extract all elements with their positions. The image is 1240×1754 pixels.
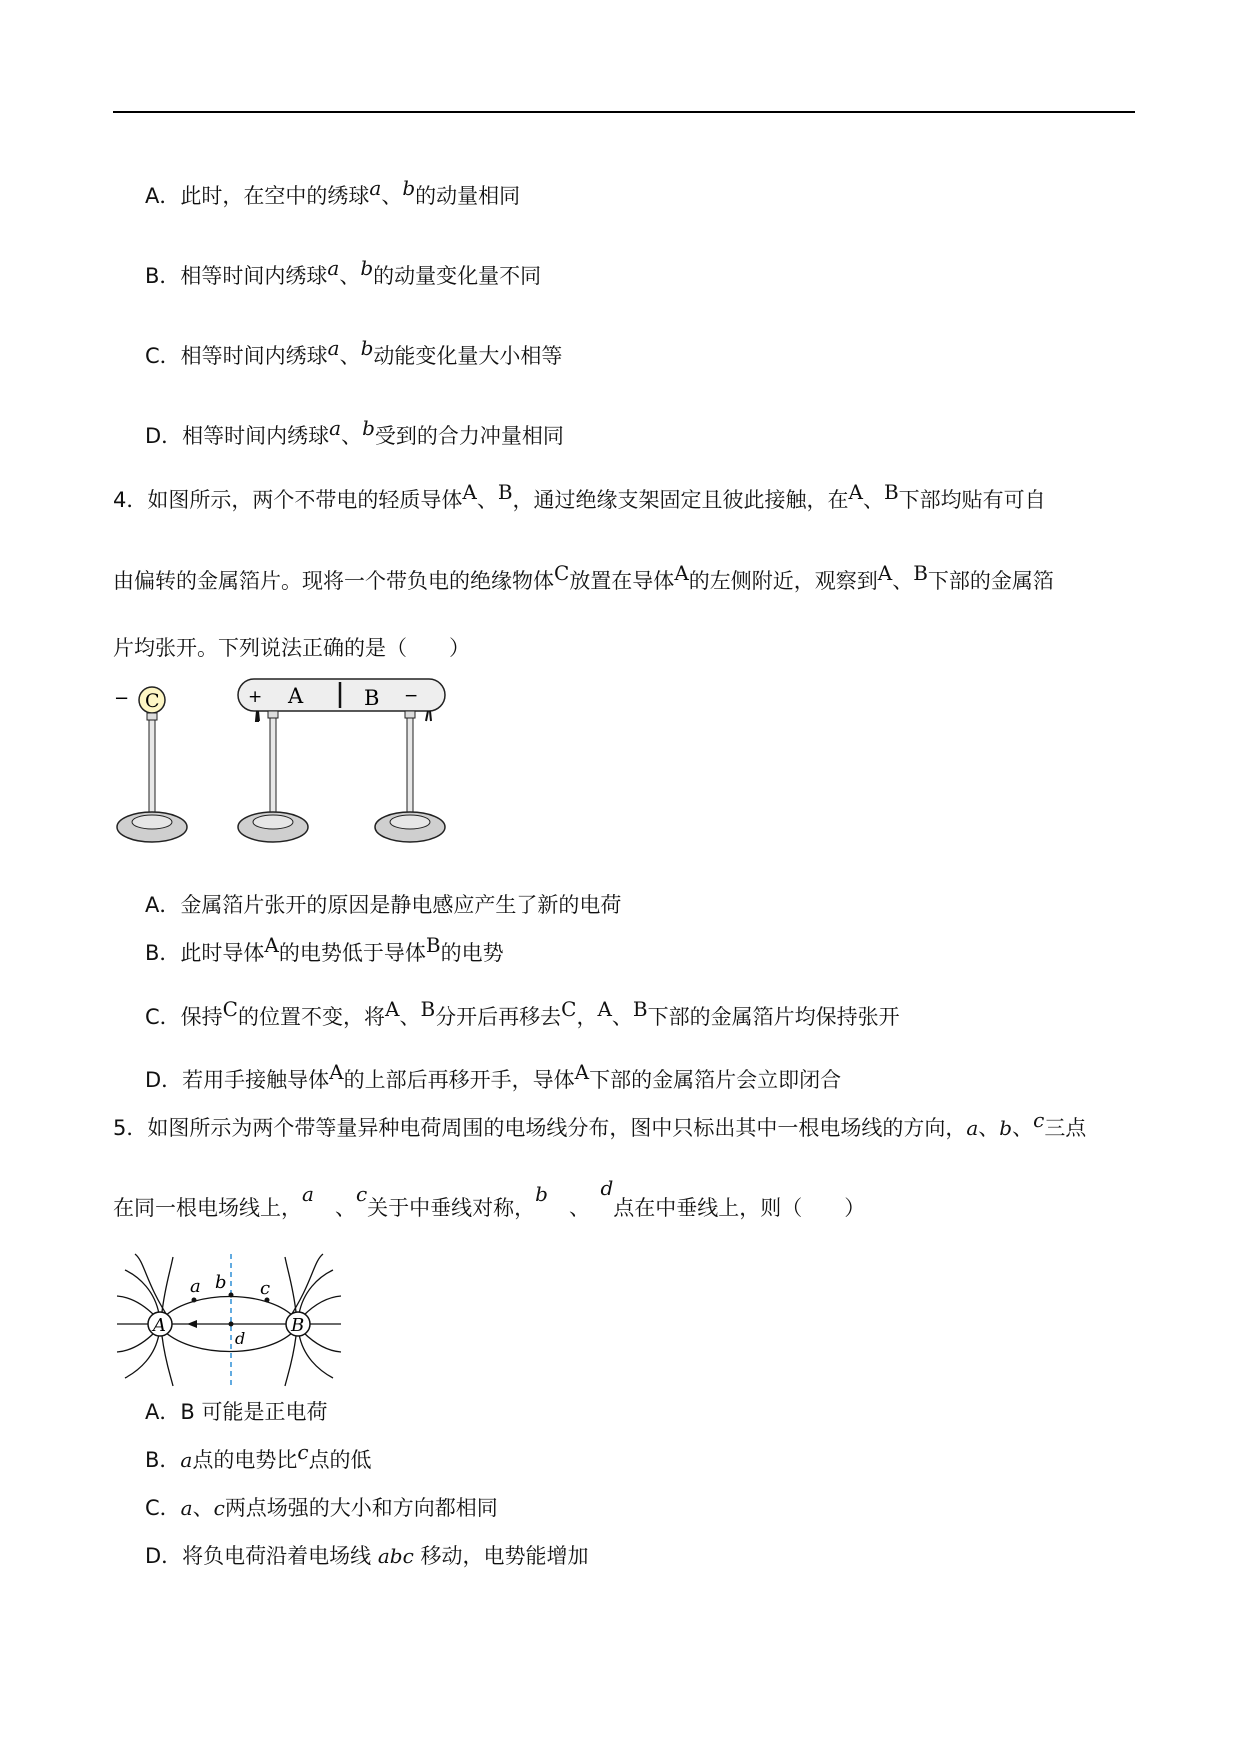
var-c: c <box>213 1496 225 1520</box>
label-a: A <box>462 480 477 504</box>
var-b: b <box>535 1182 548 1206</box>
label-c: C <box>554 561 570 585</box>
text: D．若用手接触导体 <box>145 1068 330 1092</box>
text: 分开后再移去 <box>435 1005 562 1029</box>
label-c: C <box>145 690 160 712</box>
separator: 、 <box>611 1005 633 1029</box>
var-a: a <box>329 416 342 440</box>
field-line <box>303 1332 341 1352</box>
q3-option-a-text-end: 的动量相同 <box>415 184 521 208</box>
q4-option-a: A．金属箔片张开的原因是静电感应产生了新的电荷 <box>145 893 622 917</box>
q3-option-d-text: D．相等时间内绣球 <box>145 424 330 448</box>
q3-option-d-text-end: 受到的合力冲量相同 <box>374 424 564 448</box>
text: 关于中垂线对称， <box>367 1196 536 1220</box>
separator: 、 <box>381 184 403 208</box>
separator: 、 <box>476 488 498 512</box>
field-line <box>299 1334 333 1378</box>
separator: 、 <box>341 424 363 448</box>
field-line <box>162 1336 173 1386</box>
var-b: b <box>362 416 375 440</box>
var-a: a <box>180 1448 193 1472</box>
text: 下部均贴有可自 <box>898 488 1046 512</box>
text: B． <box>145 1448 181 1472</box>
label-a: A <box>329 1060 344 1084</box>
text: 点的电势比 <box>192 1448 298 1472</box>
var-c: c <box>1033 1108 1045 1132</box>
field-line <box>135 1254 170 1320</box>
text: 在同一根电场线上， <box>113 1196 302 1220</box>
label-a: A <box>574 1060 590 1084</box>
separator: 、 <box>862 488 884 512</box>
field-line <box>165 1332 293 1352</box>
insulating-rod <box>270 718 276 815</box>
metal-foil-b <box>426 711 431 721</box>
label-a: A <box>597 997 612 1021</box>
label-a: A <box>877 561 893 585</box>
q4-option-b <box>145 933 504 967</box>
text: 的左侧附近，观察到 <box>688 569 878 593</box>
label-b: B <box>420 997 436 1021</box>
stand-joint <box>147 713 157 720</box>
insulating-rod <box>149 720 155 815</box>
text: B．此时导体 <box>145 941 265 965</box>
label-c: C <box>561 997 577 1021</box>
field-line <box>288 1254 323 1320</box>
text: 下部的金属箔片会立即闭合 <box>589 1068 842 1092</box>
text: 的上部后再移开手，导体 <box>343 1068 575 1092</box>
text: 下部的金属箔片均保持张开 <box>647 1005 900 1029</box>
header-rule <box>113 111 1135 113</box>
label-b: B <box>913 561 928 585</box>
label-b: B <box>364 686 380 710</box>
point-a <box>192 1298 197 1303</box>
label-b: B <box>497 480 513 504</box>
separator: 、 <box>892 569 914 593</box>
separator: 、 <box>978 1116 1000 1140</box>
q3-option-c-text: C．相等时间内绣球 <box>145 344 328 368</box>
label-b: B <box>883 480 899 504</box>
label-point-b: b <box>215 1272 227 1293</box>
insulating-rod <box>407 718 413 815</box>
text: 三点 <box>1044 1116 1087 1140</box>
field-line <box>285 1257 296 1312</box>
q3-option-a-text: A．此时，在空中的绣球 <box>145 184 370 208</box>
field-line-abc <box>165 1297 293 1317</box>
var-a: a <box>327 256 340 280</box>
stand-base-top <box>390 815 430 829</box>
q3-option-b-text-end: 的动量变化量不同 <box>373 264 542 288</box>
separator: 、 <box>399 1005 421 1029</box>
q3-option-b <box>145 256 542 290</box>
q3-option-d <box>145 416 564 450</box>
q5-option-d <box>145 1542 588 1570</box>
q3-option-b-text: B．相等时间内绣球 <box>145 264 328 288</box>
text: ，通过绝缘支架固定且彼此接触，在 <box>512 488 849 512</box>
var-d: d <box>600 1176 614 1200</box>
text: C．保持 <box>145 1005 223 1029</box>
stand-joint <box>405 711 415 718</box>
var-abc: abc <box>377 1544 414 1568</box>
text: 的电势低于导体 <box>278 941 426 965</box>
separator: 、 <box>568 1196 580 1220</box>
var-b: b <box>402 176 416 200</box>
label-point-c: c <box>260 1278 271 1299</box>
label-a: A <box>264 933 279 957</box>
point-b <box>229 1293 234 1298</box>
text: 下部的金属箔 <box>927 569 1054 593</box>
text: 两点场强的大小和方向都相同 <box>224 1496 498 1520</box>
text: D．将负电荷沿着电场线 <box>145 1544 378 1568</box>
separator: 、 <box>334 1196 356 1220</box>
field-line <box>125 1334 159 1378</box>
label-a: A <box>848 480 863 504</box>
var-c: c <box>355 1182 368 1206</box>
field-line <box>117 1296 155 1316</box>
negative-sign: − <box>114 688 130 709</box>
q4-option-c <box>145 997 900 1031</box>
separator: 、 <box>339 264 361 288</box>
var-a: a <box>369 176 382 200</box>
label-a: A <box>674 561 689 585</box>
label-b: B <box>632 997 648 1021</box>
text: 放置在导体 <box>569 569 675 593</box>
q5-option-a: A．B 可能是正电荷 <box>145 1400 328 1424</box>
electrostatic-induction-figure <box>110 675 460 855</box>
q3-option-a <box>145 176 521 210</box>
field-line <box>303 1296 341 1316</box>
label-a: A <box>384 997 400 1021</box>
text: 点的低 <box>308 1448 372 1472</box>
q3-option-c <box>145 336 563 370</box>
separator: 、 <box>192 1496 214 1520</box>
point-d <box>229 1322 234 1327</box>
var-c: c <box>297 1440 309 1464</box>
direction-arrow <box>187 1320 197 1328</box>
text: 点在中垂线上，则（ ） <box>613 1196 866 1220</box>
label-b: B <box>291 1315 305 1336</box>
text: 由偏转的金属箔片。现将一个带负电的绝缘物体 <box>113 569 554 593</box>
q5-option-c <box>145 1494 498 1522</box>
label-a: A <box>288 684 304 708</box>
q4-stem-line3: 片均张开。下列说法正确的是（ ） <box>113 636 470 660</box>
q4-stem-line1 <box>113 480 1046 514</box>
var-a: a <box>180 1496 193 1520</box>
field-line <box>285 1336 296 1386</box>
positive-sign: + <box>248 687 263 707</box>
text: 的电势 <box>440 941 504 965</box>
label-a: A <box>153 1315 166 1336</box>
var-a: a <box>966 1116 979 1140</box>
q4-option-d <box>145 1060 842 1094</box>
stand-joint <box>268 711 278 718</box>
var-a: a <box>327 336 340 360</box>
text: 移动，电势能增加 <box>413 1544 589 1568</box>
var-a: a <box>302 1182 314 1206</box>
label-point-a: a <box>190 1276 201 1297</box>
negative-sign: − <box>404 686 419 706</box>
field-line <box>117 1332 155 1352</box>
var-b: b <box>360 336 374 360</box>
field-line <box>162 1257 173 1312</box>
stand-base-top <box>253 815 293 829</box>
label-b: B <box>425 933 441 957</box>
text: 5．如图所示为两个带等量异种电荷周围的电场线分布，图中只标出其中一根电场线的方向， <box>113 1116 967 1140</box>
separator: 、 <box>339 344 361 368</box>
text: C． <box>145 1496 181 1520</box>
q5-stem-line1 <box>113 1108 1087 1142</box>
q5-stem-line2 <box>113 1176 866 1222</box>
q5-option-b <box>145 1440 372 1474</box>
label-point-d: d <box>235 1329 246 1348</box>
separator: 、 <box>1012 1116 1034 1140</box>
text: 的位置不变，将 <box>237 1005 385 1029</box>
q3-option-c-text-end: 动能变化量大小相等 <box>373 344 563 368</box>
var-b: b <box>999 1116 1013 1140</box>
q4-stem-line2 <box>113 561 1054 595</box>
text: 4．如图所示，两个不带电的轻质导体 <box>113 488 463 512</box>
electric-field-lines-figure <box>115 1252 345 1387</box>
metal-foil-a <box>256 711 259 721</box>
label-c: C <box>222 997 238 1021</box>
stand-base-top <box>132 815 172 829</box>
var-b: b <box>360 256 374 280</box>
text: ， <box>576 1005 598 1029</box>
